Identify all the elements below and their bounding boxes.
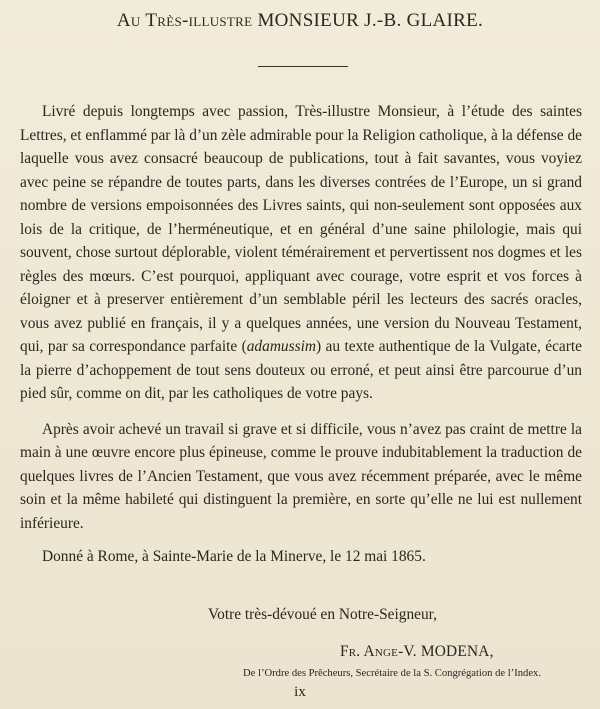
letter-body (20, 100, 582, 535)
paragraph-2: Après avoir achevé un travail si grave et si difficile, vous n’avez pas craint de mettre la main à une œuvre encore plus épineuse, comme le prouve indubitablement la traduction de quelques livres de l’Ancien Testament, que vous avez récemment préparée, avec le même soin et la même habileté qui distinguent la première, en sorte qu’elle ne lui est nullement inférieure. (20, 420, 582, 532)
heading-name: MONSIEUR J.-B. GLAIRE. (257, 10, 484, 31)
page-heading (0, 10, 600, 32)
heading-divider (258, 66, 348, 67)
paragraph-1: Livré depuis longtemps avec passion, Très-illustre Monsieur, à l’étude des saintes Lettres, et enflammé par là d’un zèle admirable pour la Religion catholique, à la défense de laquelle vous avez consacré beaucoup de publications, tout à fait savantes, vous voyiez avec peine se répandre de toutes parts, dans les diverses contrées de l’Europe, un si grand nombre de versions empoisonnées des Livres saints, qui non-seulement sont opposées aux lois de la critique, de l’herméneutique, et en général d’une saine philologie, mais qui souvent, chose surtout déplorable, violent témérairement et pervertissent nos dogmes et les règles des mœurs. C’est pourquoi, appliquant avec courage, votre esprit et vos forces à éloigner et à preserver entièrement d’un semblable péril les lecteurs des sacrés oracles, vous avez publié en français, il y a quelques années, une version du Nouveau Testament, qui, par sa correspondance parfaite (adamussim) au texte authentique de la Vulgate, écarte la pierre d’achoppement de tout sens douteux ou erroné, et peut ainsi être parcourue d’un pied sûr, comme on dit, par les catholiques de votre pays. (20, 103, 582, 402)
latin-term: adamussim (246, 338, 316, 355)
closing-line: Votre très-dévoué en Notre-Seigneur, (208, 606, 438, 623)
date-line: Donné à Rome, à Sainte-Marie de la Minerve, le 12 mai 1865. (42, 548, 426, 565)
signature (340, 643, 494, 661)
signatory-affiliation: De l’Ordre des Prêcheurs, Secrétaire de la S. Congrégation de l’Index. (243, 668, 541, 679)
signature-prefix: Fr. Ange-V. (340, 643, 417, 660)
page-number: ix (294, 684, 306, 700)
heading-prefix: Au Très-illustre (116, 10, 253, 31)
signature-name: MODENA, (420, 643, 494, 660)
